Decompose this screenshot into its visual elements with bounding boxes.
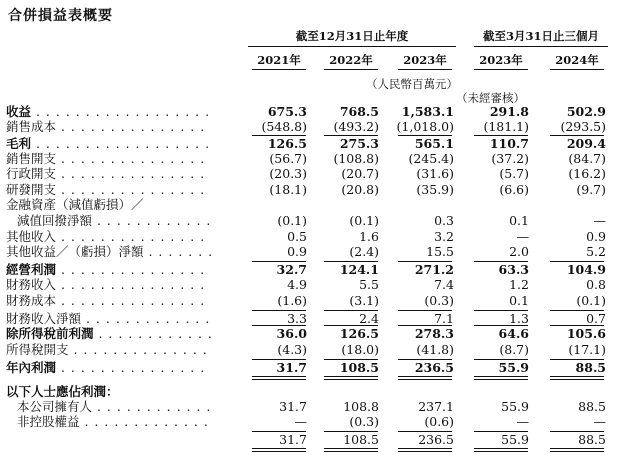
row-value: 88.5 <box>575 360 606 375</box>
header-group-month: 截至3月31日止三個月 <box>482 29 599 43</box>
subtotal-rule <box>474 359 528 360</box>
row-label: 所得稅開支 . . . <box>6 343 211 357</box>
row-value: 105.6 <box>566 326 606 341</box>
row-value: 502.9 <box>566 104 606 119</box>
row-value: (108.8) <box>333 151 379 166</box>
row-value: 32.7 <box>276 262 307 277</box>
table-row <box>0 433 640 447</box>
row-value: (17.1) <box>568 342 606 357</box>
row-value: 0.1 <box>509 213 529 228</box>
row-value: 7.1 <box>434 311 454 326</box>
subtotal-rule <box>324 431 378 432</box>
table-row <box>0 294 640 308</box>
row-value: 278.3 <box>414 326 454 341</box>
row-label: 財務成本 . . . <box>6 294 211 308</box>
subtotal-rule <box>474 261 528 262</box>
row-value: (8.7) <box>499 342 529 357</box>
year-header: 2023年 <box>403 53 447 67</box>
row-value: 1,583.1 <box>401 104 454 119</box>
row-value: (4.3) <box>277 342 307 357</box>
row-label: 其他收入 . . . <box>6 230 211 244</box>
row-value: 55.9 <box>501 399 529 414</box>
row-value: 88.5 <box>578 432 606 447</box>
row-value: 110.7 <box>489 136 529 151</box>
table-row <box>0 214 640 228</box>
row-value: 1.2 <box>509 277 529 292</box>
subtotal-rule <box>474 325 528 326</box>
table-row <box>0 183 640 197</box>
row-value: — <box>593 414 606 429</box>
subtotal-rule <box>324 261 378 262</box>
subtotal-rule <box>398 135 452 136</box>
total-double-rule <box>398 376 452 380</box>
table-row <box>0 198 640 212</box>
row-value: 275.3 <box>339 136 379 151</box>
row-value: 237.1 <box>418 399 454 414</box>
row-value: 63.3 <box>498 262 529 277</box>
row-value: 0.9 <box>287 244 307 259</box>
table-row <box>0 230 640 244</box>
row-label: 財務收入淨額 . . . <box>6 312 211 326</box>
row-value: 88.5 <box>578 399 606 414</box>
row-value: (20.8) <box>341 182 379 197</box>
row-value: (493.2) <box>333 119 379 134</box>
subtotal-rule <box>324 359 378 360</box>
row-value: 126.5 <box>339 326 379 341</box>
subtotal-rule <box>474 431 528 432</box>
row-value: (3.1) <box>349 293 379 308</box>
row-value: 124.1 <box>339 262 379 277</box>
table-row <box>0 385 640 399</box>
year-header-rule <box>474 69 528 70</box>
row-value: (41.8) <box>416 342 454 357</box>
subtotal-rule <box>252 359 306 360</box>
subtotal-rule <box>398 261 452 262</box>
unit-note: （人民幣百萬元） <box>366 77 458 91</box>
year-header-rule <box>398 69 452 70</box>
table-row <box>0 415 640 429</box>
row-value: (5.7) <box>499 166 529 181</box>
subtotal-rule <box>398 325 452 326</box>
row-value: 2.0 <box>509 244 529 259</box>
row-label: 銷售開支 . . . <box>6 152 211 166</box>
row-value: (0.6) <box>424 414 454 429</box>
row-value: (0.3) <box>349 414 379 429</box>
year-header-rule <box>324 69 378 70</box>
row-value: 64.6 <box>498 326 529 341</box>
total-double-rule <box>474 448 528 452</box>
year-header-rule <box>252 69 306 70</box>
row-value: 7.4 <box>434 277 454 292</box>
row-value: (35.9) <box>416 182 454 197</box>
row-label: 非控股權益 . . . <box>17 415 211 429</box>
row-value: 3.3 <box>287 311 307 326</box>
row-label: 行政開支 . . . <box>6 167 211 181</box>
total-double-rule <box>324 376 378 380</box>
row-value: (1,018.0) <box>396 119 454 134</box>
table-row <box>0 343 640 357</box>
row-value: 31.7 <box>279 432 307 447</box>
table-row <box>0 263 640 277</box>
row-label: 年內利潤 . . . <box>6 361 211 375</box>
row-value: 126.5 <box>267 136 307 151</box>
row-value: (6.6) <box>499 182 529 197</box>
row-value: 565.1 <box>414 136 454 151</box>
table-row <box>0 400 640 414</box>
row-label: 以下人士應佔利潤： <box>6 385 119 399</box>
year-header: 2021年 <box>257 53 301 67</box>
row-value: 675.3 <box>267 104 307 119</box>
subtotal-rule <box>550 261 604 262</box>
row-value: (1.6) <box>277 293 307 308</box>
subtotal-rule <box>324 135 378 136</box>
row-value: 55.9 <box>498 360 529 375</box>
table-row <box>0 327 640 341</box>
subtotal-rule <box>252 261 306 262</box>
subtotal-rule <box>252 310 306 311</box>
row-value: (18.1) <box>269 182 307 197</box>
row-value: — <box>593 213 606 228</box>
table-row <box>0 105 640 119</box>
row-value: (56.7) <box>269 151 307 166</box>
row-value: (31.6) <box>416 166 454 181</box>
row-value: — <box>294 414 307 429</box>
row-label: 毛利 . . . <box>6 137 211 151</box>
subtotal-rule <box>398 310 452 311</box>
row-value: 0.3 <box>434 213 454 228</box>
year-header: 2024年 <box>555 53 599 67</box>
row-label: 除所得稅前利潤 . . . <box>6 327 211 341</box>
row-value: 209.4 <box>566 136 606 151</box>
subtotal-rule <box>398 431 452 432</box>
row-value: 1.6 <box>359 229 379 244</box>
row-label: 研發開支 . . . <box>6 183 211 197</box>
year-header-rule <box>550 69 604 70</box>
unaudited-note: （未經審核） <box>456 91 525 105</box>
total-double-rule <box>398 448 452 452</box>
subtotal-rule <box>550 310 604 311</box>
row-value: 36.0 <box>276 326 307 341</box>
table-row <box>0 245 640 259</box>
total-double-rule <box>252 448 306 452</box>
total-double-rule <box>474 376 528 380</box>
subtotal-rule <box>474 310 528 311</box>
row-value: 236.5 <box>414 360 454 375</box>
table-row <box>0 361 640 375</box>
row-value: (181.1) <box>483 119 529 134</box>
row-value: 0.1 <box>509 293 529 308</box>
row-value: (9.7) <box>576 182 606 197</box>
row-value: (0.3) <box>424 293 454 308</box>
row-label: 本公司擁有人 . . . <box>17 400 211 414</box>
row-value: 0.8 <box>586 277 606 292</box>
subtotal-rule <box>474 135 528 136</box>
year-header: 2022年 <box>329 53 373 67</box>
page-title: 合併損益表概要 <box>8 8 113 24</box>
row-value: 15.5 <box>426 244 454 259</box>
row-label: 銷售成本 . . . <box>6 120 211 134</box>
row-value: 108.5 <box>339 360 379 375</box>
table-row <box>0 120 640 134</box>
row-value: 4.9 <box>287 277 307 292</box>
row-value: (0.1) <box>576 293 606 308</box>
row-value: 271.2 <box>414 262 454 277</box>
row-value: 0.9 <box>586 229 606 244</box>
row-value: 31.7 <box>279 399 307 414</box>
row-value: 768.5 <box>339 104 379 119</box>
row-label: 收益 . . . <box>6 105 211 119</box>
table-row <box>0 152 640 166</box>
total-double-rule <box>324 448 378 452</box>
table-row <box>0 137 640 151</box>
row-label: 經營利潤 . . . <box>6 263 211 277</box>
row-value: 5.5 <box>359 277 379 292</box>
row-value: — <box>516 414 529 429</box>
table-row <box>0 312 640 326</box>
row-value: (37.2) <box>491 151 529 166</box>
row-value: (548.8) <box>261 119 307 134</box>
subtotal-rule <box>252 431 306 432</box>
row-label: 其他收益／（虧損）淨額 . . . <box>6 245 211 259</box>
subtotal-rule <box>252 325 306 326</box>
row-value: (245.4) <box>408 151 454 166</box>
row-value: (20.3) <box>269 166 307 181</box>
row-value: 1.3 <box>509 311 529 326</box>
header-group-year-rule <box>248 46 456 47</box>
row-value: 3.2 <box>434 229 454 244</box>
header-group-month-rule <box>474 46 608 47</box>
row-label: 財務收入 . . . <box>6 278 211 292</box>
subtotal-rule <box>550 135 604 136</box>
row-value: (18.0) <box>341 342 379 357</box>
total-double-rule <box>550 376 604 380</box>
row-value: (84.7) <box>568 151 606 166</box>
row-value: (293.5) <box>560 119 606 134</box>
subtotal-rule <box>324 325 378 326</box>
row-value: 104.9 <box>566 262 606 277</box>
row-label: 金融資產（減值虧損）／ <box>6 198 144 212</box>
row-value: 291.8 <box>489 104 529 119</box>
header-group-year: 截至12月31日止年度 <box>295 29 409 43</box>
subtotal-rule <box>550 359 604 360</box>
row-value: 0.7 <box>586 311 606 326</box>
row-value: (16.2) <box>568 166 606 181</box>
row-value: (0.1) <box>277 213 307 228</box>
year-header: 2023年 <box>479 53 523 67</box>
subtotal-rule <box>324 310 378 311</box>
table-row <box>0 167 640 181</box>
row-value: 5.2 <box>586 244 606 259</box>
subtotal-rule <box>252 135 306 136</box>
total-double-rule <box>252 376 306 380</box>
table-row <box>0 278 640 292</box>
row-value: 108.8 <box>343 399 379 414</box>
subtotal-rule <box>550 325 604 326</box>
row-value: 31.7 <box>276 360 307 375</box>
total-double-rule <box>550 448 604 452</box>
row-value: (20.7) <box>341 166 379 181</box>
row-value: 108.5 <box>343 432 379 447</box>
row-value: 55.9 <box>501 432 529 447</box>
row-value: 236.5 <box>418 432 454 447</box>
row-value: (0.1) <box>349 213 379 228</box>
subtotal-rule <box>398 359 452 360</box>
row-label: 減值回撥淨額 . . . <box>17 214 211 228</box>
subtotal-rule <box>550 431 604 432</box>
row-value: 2.4 <box>359 311 379 326</box>
row-value: 0.5 <box>287 229 307 244</box>
row-value: — <box>516 229 529 244</box>
row-value: (2.4) <box>349 244 379 259</box>
